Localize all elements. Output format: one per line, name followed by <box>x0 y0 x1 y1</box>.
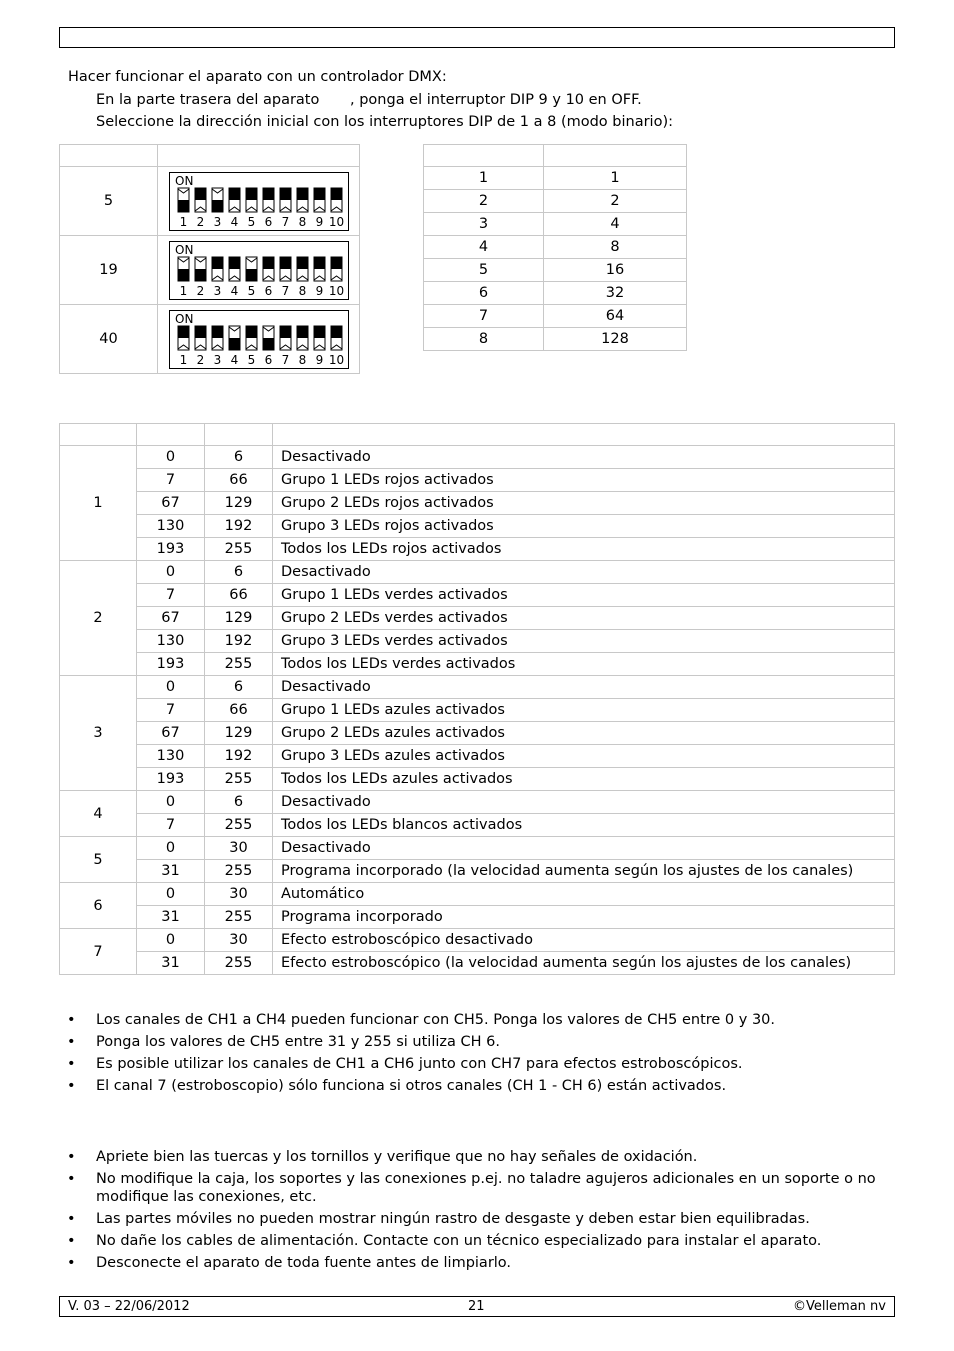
dip-switch-5 <box>246 257 257 281</box>
dip-switch-6 <box>263 257 274 281</box>
dip-number: 4 <box>230 352 238 367</box>
range-to: 192 <box>205 630 273 653</box>
dmx-channel-table <box>59 423 895 975</box>
dip-value-cell: 64 <box>544 305 687 328</box>
range-from: 193 <box>137 653 205 676</box>
range-to: 6 <box>205 561 273 584</box>
range-to: 129 <box>205 492 273 515</box>
dip-switch-1 <box>178 326 189 350</box>
table-row <box>60 860 895 883</box>
table-row <box>60 584 895 607</box>
channel-number: 5 <box>60 837 137 883</box>
range-from: 67 <box>137 607 205 630</box>
range-to: 129 <box>205 722 273 745</box>
dip-number: 9 <box>315 283 323 298</box>
dip-number-cell: 6 <box>424 282 544 305</box>
safety-list <box>59 1148 895 1276</box>
dip-number-cell: 3 <box>424 213 544 236</box>
range-description: Programa incorporado <box>273 906 895 929</box>
range-from: 193 <box>137 768 205 791</box>
dip-example-row <box>60 305 360 374</box>
table-row <box>60 607 895 630</box>
footer-bar <box>59 1296 895 1317</box>
list-item: • Las partes móviles no pueden mostrar ningún rastro de desgaste y deben estar bien equilibradas. <box>59 1210 895 1228</box>
dip-value-cell: 1 <box>544 167 687 190</box>
range-to: 255 <box>205 952 273 975</box>
dip-switch-1 <box>178 188 189 212</box>
dip-number: 6 <box>264 352 272 367</box>
dip-number: 10 <box>328 283 344 298</box>
range-description: Grupo 1 LEDs azules activados <box>273 699 895 722</box>
range-to: 255 <box>205 814 273 837</box>
table-row <box>60 929 895 952</box>
dip-value-cell: 32 <box>544 282 687 305</box>
channel-number: 4 <box>60 791 137 837</box>
table-row <box>424 167 687 190</box>
range-from: 0 <box>137 446 205 469</box>
dip-switch-3 <box>212 257 223 281</box>
dip-switch-9 <box>314 326 325 350</box>
table-row <box>424 328 687 351</box>
dip-switch-5 <box>246 326 257 350</box>
range-description: Grupo 2 LEDs verdes activados <box>273 607 895 630</box>
dip-switch-diagram <box>169 172 349 231</box>
range-description: Desactivado <box>273 446 895 469</box>
dip-number: 1 <box>179 283 187 298</box>
range-from: 7 <box>137 584 205 607</box>
intro-line-2a: En la parte trasera del aparato <box>96 92 320 108</box>
range-from: 67 <box>137 722 205 745</box>
footer-page-number: 21 <box>468 1299 485 1314</box>
table-row <box>60 722 895 745</box>
table-row <box>60 538 895 561</box>
range-description: Grupo 3 LEDs rojos activados <box>273 515 895 538</box>
range-description: Todos los LEDs azules activados <box>273 768 895 791</box>
list-item: • Los canales de CH1 a CH4 pueden funcionar con CH5. Ponga los valores de CH5 entre 0 y 30. <box>59 1011 895 1029</box>
dip-switch-8 <box>297 326 308 350</box>
range-from: 130 <box>137 515 205 538</box>
range-description: Grupo 1 LEDs rojos activados <box>273 469 895 492</box>
range-description: Automático <box>273 883 895 906</box>
dip-number: 2 <box>196 283 204 298</box>
dip-switch-cell <box>158 305 360 374</box>
channel-number: 1 <box>60 446 137 561</box>
list-item: • Desconecte el aparato de toda fuente antes de limpiarlo. <box>59 1254 895 1272</box>
dip-address: 40 <box>60 305 158 374</box>
table-row <box>60 952 895 975</box>
table-row <box>60 492 895 515</box>
dip-switch-cell <box>158 167 360 236</box>
dip-switch-2 <box>195 326 206 350</box>
range-to: 255 <box>205 768 273 791</box>
dip-number: 8 <box>298 214 306 229</box>
dip-number: 10 <box>328 352 344 367</box>
range-from: 0 <box>137 883 205 906</box>
dip-value-cell: 4 <box>544 213 687 236</box>
range-to: 30 <box>205 929 273 952</box>
dip-value-cell: 128 <box>544 328 687 351</box>
dip-switch-4 <box>229 188 240 212</box>
dip-switch-10 <box>331 257 342 281</box>
range-from: 193 <box>137 538 205 561</box>
range-to: 255 <box>205 653 273 676</box>
range-to: 255 <box>205 860 273 883</box>
range-description: Grupo 3 LEDs azules activados <box>273 745 895 768</box>
dip-on-label: ON <box>174 242 193 257</box>
channel-number: 6 <box>60 883 137 929</box>
dip-number: 3 <box>213 352 221 367</box>
dip-switch-cell <box>158 236 360 305</box>
dip-switch-6 <box>263 326 274 350</box>
range-from: 130 <box>137 630 205 653</box>
range-from: 31 <box>137 860 205 883</box>
range-from: 7 <box>137 699 205 722</box>
dip-number-cell: 5 <box>424 259 544 282</box>
intro-line-1: Hacer funcionar el aparato con un controlador DMX: <box>68 69 447 85</box>
dip-switch-10 <box>331 326 342 350</box>
range-to: 6 <box>205 791 273 814</box>
range-to: 66 <box>205 469 273 492</box>
range-to: 6 <box>205 676 273 699</box>
dip-number-cell: 7 <box>424 305 544 328</box>
table-header-row <box>424 145 687 167</box>
footer-version: V. 03 – 22/06/2012 <box>68 1299 190 1314</box>
table-row <box>60 883 895 906</box>
dip-switch-10 <box>331 188 342 212</box>
table-header-row <box>60 145 360 167</box>
dip-number: 4 <box>230 214 238 229</box>
range-description: Efecto estroboscópico desactivado <box>273 929 895 952</box>
range-from: 0 <box>137 791 205 814</box>
dip-switch-8 <box>297 257 308 281</box>
range-from: 0 <box>137 929 205 952</box>
table-row <box>60 791 895 814</box>
dip-number: 8 <box>298 283 306 298</box>
dip-address: 5 <box>60 167 158 236</box>
range-description: Grupo 3 LEDs verdes activados <box>273 630 895 653</box>
dip-switch-4 <box>229 326 240 350</box>
range-description: Programa incorporado (la velocidad aumenta según los ajustes de los canales) <box>273 860 895 883</box>
table-row <box>60 469 895 492</box>
dip-switch-2 <box>195 257 206 281</box>
range-to: 30 <box>205 837 273 860</box>
dip-number: 6 <box>264 283 272 298</box>
range-description: Desactivado <box>273 561 895 584</box>
range-description: Desactivado <box>273 791 895 814</box>
table-row <box>60 653 895 676</box>
dip-number: 2 <box>196 352 204 367</box>
range-from: 0 <box>137 561 205 584</box>
range-from: 0 <box>137 676 205 699</box>
range-description: Grupo 2 LEDs rojos activados <box>273 492 895 515</box>
range-description: Desactivado <box>273 837 895 860</box>
range-description: Efecto estroboscópico (la velocidad aumenta según los ajustes de los canales) <box>273 952 895 975</box>
notes-list <box>59 1011 895 1099</box>
list-item: • No dañe los cables de alimentación. Contacte con un técnico especializado para instalar el aparato. <box>59 1232 895 1250</box>
channel-number: 7 <box>60 929 137 975</box>
range-description: Grupo 1 LEDs verdes activados <box>273 584 895 607</box>
list-item: • Apriete bien las tuercas y los tornillos y verifique que no hay señales de oxidación. <box>59 1148 895 1166</box>
table-row <box>60 446 895 469</box>
dip-switch-2 <box>195 188 206 212</box>
dip-switch-diagram <box>169 310 349 369</box>
table-row <box>424 305 687 328</box>
range-description: Desactivado <box>273 676 895 699</box>
dip-on-label: ON <box>174 173 193 188</box>
table-row <box>60 768 895 791</box>
dip-switch-9 <box>314 257 325 281</box>
table-row <box>60 699 895 722</box>
range-from: 7 <box>137 469 205 492</box>
table-row <box>60 837 895 860</box>
table-row <box>60 676 895 699</box>
dip-number: 7 <box>281 283 289 298</box>
range-to: 255 <box>205 906 273 929</box>
dip-value-cell: 16 <box>544 259 687 282</box>
dip-example-table <box>59 144 360 374</box>
range-to: 30 <box>205 883 273 906</box>
intro-line-3: Seleccione la dirección inicial con los interruptores DIP de 1 a 8 (modo binario): <box>96 114 673 130</box>
dip-value-cell: 2 <box>544 190 687 213</box>
dip-on-label: ON <box>174 311 193 326</box>
channel-number: 2 <box>60 561 137 676</box>
dip-number: 3 <box>213 283 221 298</box>
dip-value-cell: 8 <box>544 236 687 259</box>
dip-number: 10 <box>328 214 344 229</box>
dip-number: 7 <box>281 214 289 229</box>
list-item: • Es posible utilizar los canales de CH1 a CH6 junto con CH7 para efectos estroboscópicos. <box>59 1055 895 1073</box>
table-row <box>60 906 895 929</box>
table-row <box>60 745 895 768</box>
dip-value-table <box>423 144 687 351</box>
dip-number: 8 <box>298 352 306 367</box>
range-from: 31 <box>137 906 205 929</box>
dip-address: 19 <box>60 236 158 305</box>
dip-number-cell: 1 <box>424 167 544 190</box>
dip-switch-1 <box>178 257 189 281</box>
table-header-row <box>60 424 895 446</box>
dip-number: 9 <box>315 214 323 229</box>
dip-example-row <box>60 236 360 305</box>
range-from: 0 <box>137 837 205 860</box>
dip-number: 2 <box>196 214 204 229</box>
range-from: 7 <box>137 814 205 837</box>
range-description: Todos los LEDs verdes activados <box>273 653 895 676</box>
table-row <box>424 282 687 305</box>
dip-number-cell: 4 <box>424 236 544 259</box>
dip-switch-7 <box>280 257 291 281</box>
range-to: 192 <box>205 515 273 538</box>
table-row <box>424 213 687 236</box>
footer-copyright: ©Velleman nv <box>792 1299 886 1314</box>
dip-number: 9 <box>315 352 323 367</box>
header-bar <box>59 27 895 48</box>
dip-number: 1 <box>179 352 187 367</box>
table-row <box>424 190 687 213</box>
dip-number-cell: 8 <box>424 328 544 351</box>
dip-number: 7 <box>281 352 289 367</box>
table-row <box>424 236 687 259</box>
intro-line-2b: , ponga el interruptor DIP 9 y 10 en OFF. <box>350 92 642 108</box>
dip-number: 6 <box>264 214 272 229</box>
range-from: 130 <box>137 745 205 768</box>
table-row <box>60 814 895 837</box>
dip-switch-8 <box>297 188 308 212</box>
dip-switch-3 <box>212 326 223 350</box>
range-to: 129 <box>205 607 273 630</box>
dip-switch-9 <box>314 188 325 212</box>
channel-number: 3 <box>60 676 137 791</box>
dip-number: 5 <box>247 214 255 229</box>
dip-number: 3 <box>213 214 221 229</box>
dip-number: 5 <box>247 283 255 298</box>
range-from: 31 <box>137 952 205 975</box>
range-to: 255 <box>205 538 273 561</box>
dip-switch-4 <box>229 257 240 281</box>
dip-switch-diagram <box>169 241 349 300</box>
table-row <box>60 561 895 584</box>
dip-switch-7 <box>280 188 291 212</box>
range-to: 66 <box>205 699 273 722</box>
range-to: 66 <box>205 584 273 607</box>
range-from: 67 <box>137 492 205 515</box>
dip-example-row <box>60 167 360 236</box>
table-row <box>60 630 895 653</box>
dip-switch-7 <box>280 326 291 350</box>
range-to: 192 <box>205 745 273 768</box>
list-item: • El canal 7 (estroboscopio) sólo funciona si otros canales (CH 1 - CH 6) están activados. <box>59 1077 895 1095</box>
dip-switch-3 <box>212 188 223 212</box>
table-row <box>60 515 895 538</box>
list-item: • Ponga los valores de CH5 entre 31 y 255 si utiliza CH 6. <box>59 1033 895 1051</box>
range-description: Grupo 2 LEDs azules activados <box>273 722 895 745</box>
dip-switch-6 <box>263 188 274 212</box>
range-to: 6 <box>205 446 273 469</box>
range-description: Todos los LEDs rojos activados <box>273 538 895 561</box>
table-row <box>424 259 687 282</box>
dip-number: 4 <box>230 283 238 298</box>
dip-switch-5 <box>246 188 257 212</box>
dip-number-cell: 2 <box>424 190 544 213</box>
range-description: Todos los LEDs blancos activados <box>273 814 895 837</box>
list-item: • No modifique la caja, los soportes y las conexiones p.ej. no taladre agujeros adicionales en un soporte o no modifique las conexiones, etc. <box>59 1170 895 1206</box>
dip-number: 1 <box>179 214 187 229</box>
dip-number: 5 <box>247 352 255 367</box>
